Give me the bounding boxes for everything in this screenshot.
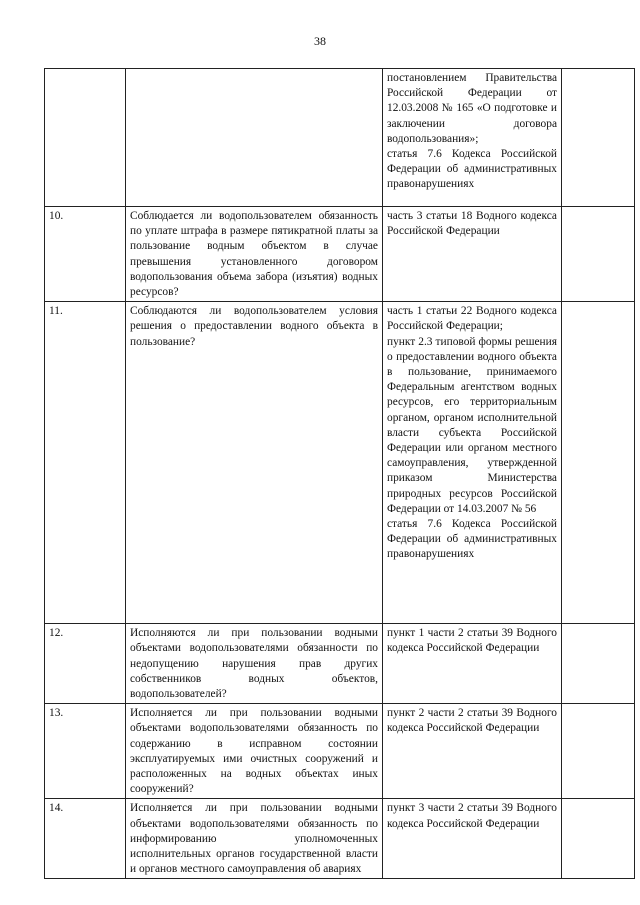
answer-cell [562, 799, 635, 879]
legal-basis-item: часть 1 статьи 22 Водного кодекса Российской Федерации; [387, 305, 557, 333]
row-number [45, 69, 126, 207]
table-row [45, 302, 635, 624]
legal-basis-item: пункт 3 части 2 статьи 39 Водного кодекса Российской Федерации [387, 802, 557, 830]
row-number: 12. [45, 624, 126, 704]
row-number: 14. [45, 799, 126, 879]
legal-basis-cell [383, 302, 562, 624]
question-cell: Исполняются ли при пользовании водными объектами водопользователями обязанности по недопущению нарушения прав других собственников водных объектов, водопользователей? [126, 624, 383, 704]
checklist-table [44, 68, 635, 879]
legal-basis-cell [383, 207, 562, 302]
answer-cell [562, 302, 635, 624]
legal-basis-cell [383, 799, 562, 879]
table-row [45, 704, 635, 799]
row-number: 11. [45, 302, 126, 624]
legal-basis-cell [383, 704, 562, 799]
legal-basis-item: статья 7.6 Кодекса Российской Федерации об административных правонарушениях [387, 148, 557, 191]
legal-basis-cell [383, 69, 562, 207]
question-cell: Исполняется ли при пользовании водными объектами водопользователями обязанность по содержанию в исправном состоянии эксплуатируемых ими очистных сооружений и расположенных на водных объектах иных сооружений? [126, 704, 383, 799]
answer-cell [562, 207, 635, 302]
table-row [45, 624, 635, 704]
legal-basis-item: пункт 2 части 2 статьи 39 Водного кодекса Российской Федерации [387, 707, 557, 735]
question-cell [126, 69, 383, 207]
answer-cell [562, 704, 635, 799]
table-row [45, 69, 635, 207]
legal-basis-item: пункт 1 части 2 статьи 39 Водного кодекса Российской Федерации [387, 627, 557, 655]
legal-basis-cell [383, 624, 562, 704]
answer-cell [562, 624, 635, 704]
answer-cell [562, 69, 635, 207]
legal-basis-item: статья 7.6 Кодекса Российской Федерации об административных правонарушениях [387, 518, 557, 561]
question-cell: Исполняется ли при пользовании водными объектами водопользователями обязанность по информированию уполномоченных исполнительных органов государственной власти и органов местного самоуправления об авариях [126, 799, 383, 879]
question-cell: Соблюдаются ли водопользователем условия решения о предоставлении водного объекта в пользование? [126, 302, 383, 624]
table-row [45, 799, 635, 879]
legal-basis-item: пункт 2.3 типовой формы решения о предоставлении водного объекта в пользование, принимаемого Федеральным агентством водных ресурсов, его территориальным органом, органом исполнительной власти субъекта Российской Федерации или органом местного самоуправления, утвержденной приказом Министерства природных ресурсов Российской Федерации от 14.03.2007 № 56 [387, 335, 557, 515]
page-number: 38 [314, 34, 326, 48]
question-cell: Соблюдается ли водопользователем обязанность по уплате штрафа в размере пятикратной платы за пользование водным объектом в случае превышения установленного договором водопользования объема забора (изъятия) водных ресурсов? [126, 207, 383, 302]
checklist-table-body [45, 69, 635, 879]
legal-basis-item: постановлением Правительства Российской Федерации от 12.03.2008 № 165 «О подготовке и заключении договора водопользования»; [387, 72, 557, 145]
row-number: 13. [45, 704, 126, 799]
legal-basis-item: часть 3 статьи 18 Водного кодекса Российской Федерации [387, 210, 557, 238]
table-row [45, 207, 635, 302]
row-number: 10. [45, 207, 126, 302]
